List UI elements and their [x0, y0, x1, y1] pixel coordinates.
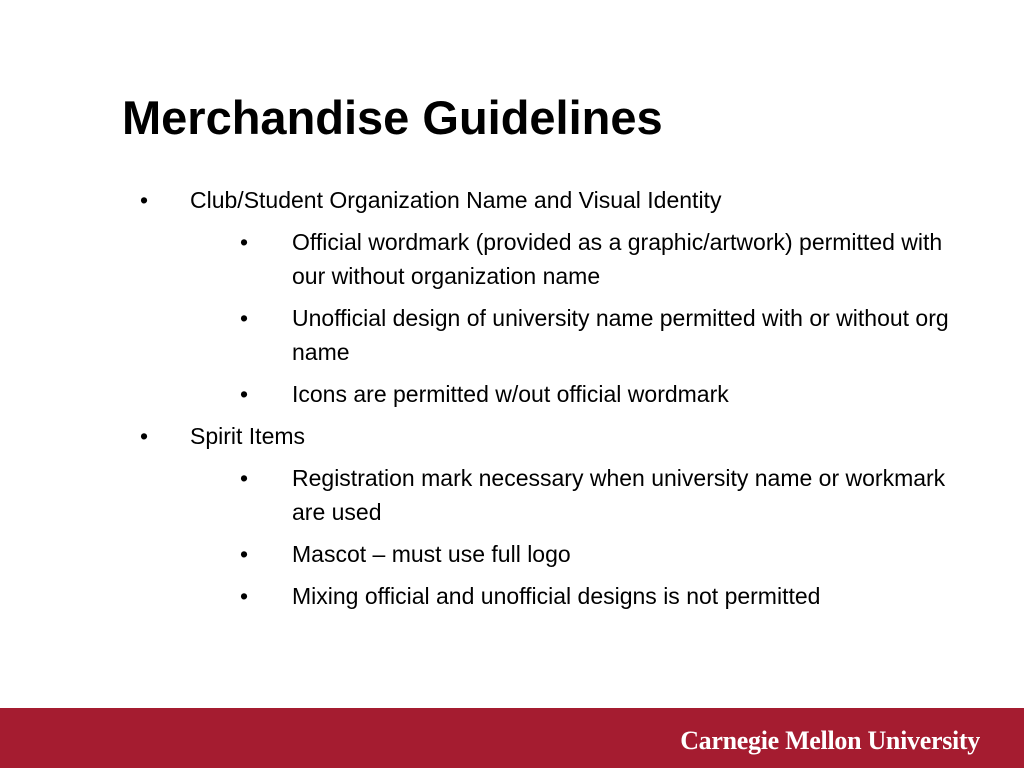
sub-bullet-item-official-wordmark: [0, 225, 952, 293]
bullet-marker: •: [240, 583, 249, 609]
sub-bullet-item-mixing-designs: [0, 579, 952, 613]
sub-bullet-item-icons: [0, 377, 952, 411]
bullet-text: Registration mark necessary when university name or workmark are used: [292, 465, 946, 525]
bullet-marker: •: [240, 305, 249, 331]
slide-content: [0, 183, 1024, 621]
sub-bullet-item-registration-mark: [0, 461, 952, 529]
bullet-text: Mixing official and unofficial designs is not permitted: [292, 583, 821, 609]
bullet-marker: •: [240, 465, 249, 491]
sub-bullet-item-mascot: [0, 537, 952, 571]
university-wordmark-logo: Carnegie Mellon University: [680, 726, 980, 755]
bullet-text: Icons are permitted w/out official wordmark: [292, 381, 729, 407]
bullet-text: Unofficial design of university name permitted with or without org name: [292, 305, 949, 365]
sub-bullet-item-unofficial-design: [0, 301, 952, 369]
bullet-text: Club/Student Organization Name and Visual Identity: [190, 187, 722, 213]
bullet-text: Official wordmark (provided as a graphic/artwork) permitted with our without organization name: [292, 229, 943, 289]
bullet-marker: •: [140, 187, 149, 213]
bullet-text: Mascot – must use full logo: [292, 541, 571, 567]
bullet-marker: •: [140, 423, 149, 449]
bullet-text: Spirit Items: [190, 423, 306, 449]
bullet-marker: •: [240, 381, 249, 407]
footer-bar: [0, 708, 1024, 768]
slide-title: Merchandise Guidelines: [122, 91, 663, 144]
bullet-marker: •: [240, 541, 249, 567]
bullet-marker: •: [240, 229, 249, 255]
bullet-item-spirit-items: [0, 419, 1024, 453]
bullet-item-club-identity: [0, 183, 1024, 217]
